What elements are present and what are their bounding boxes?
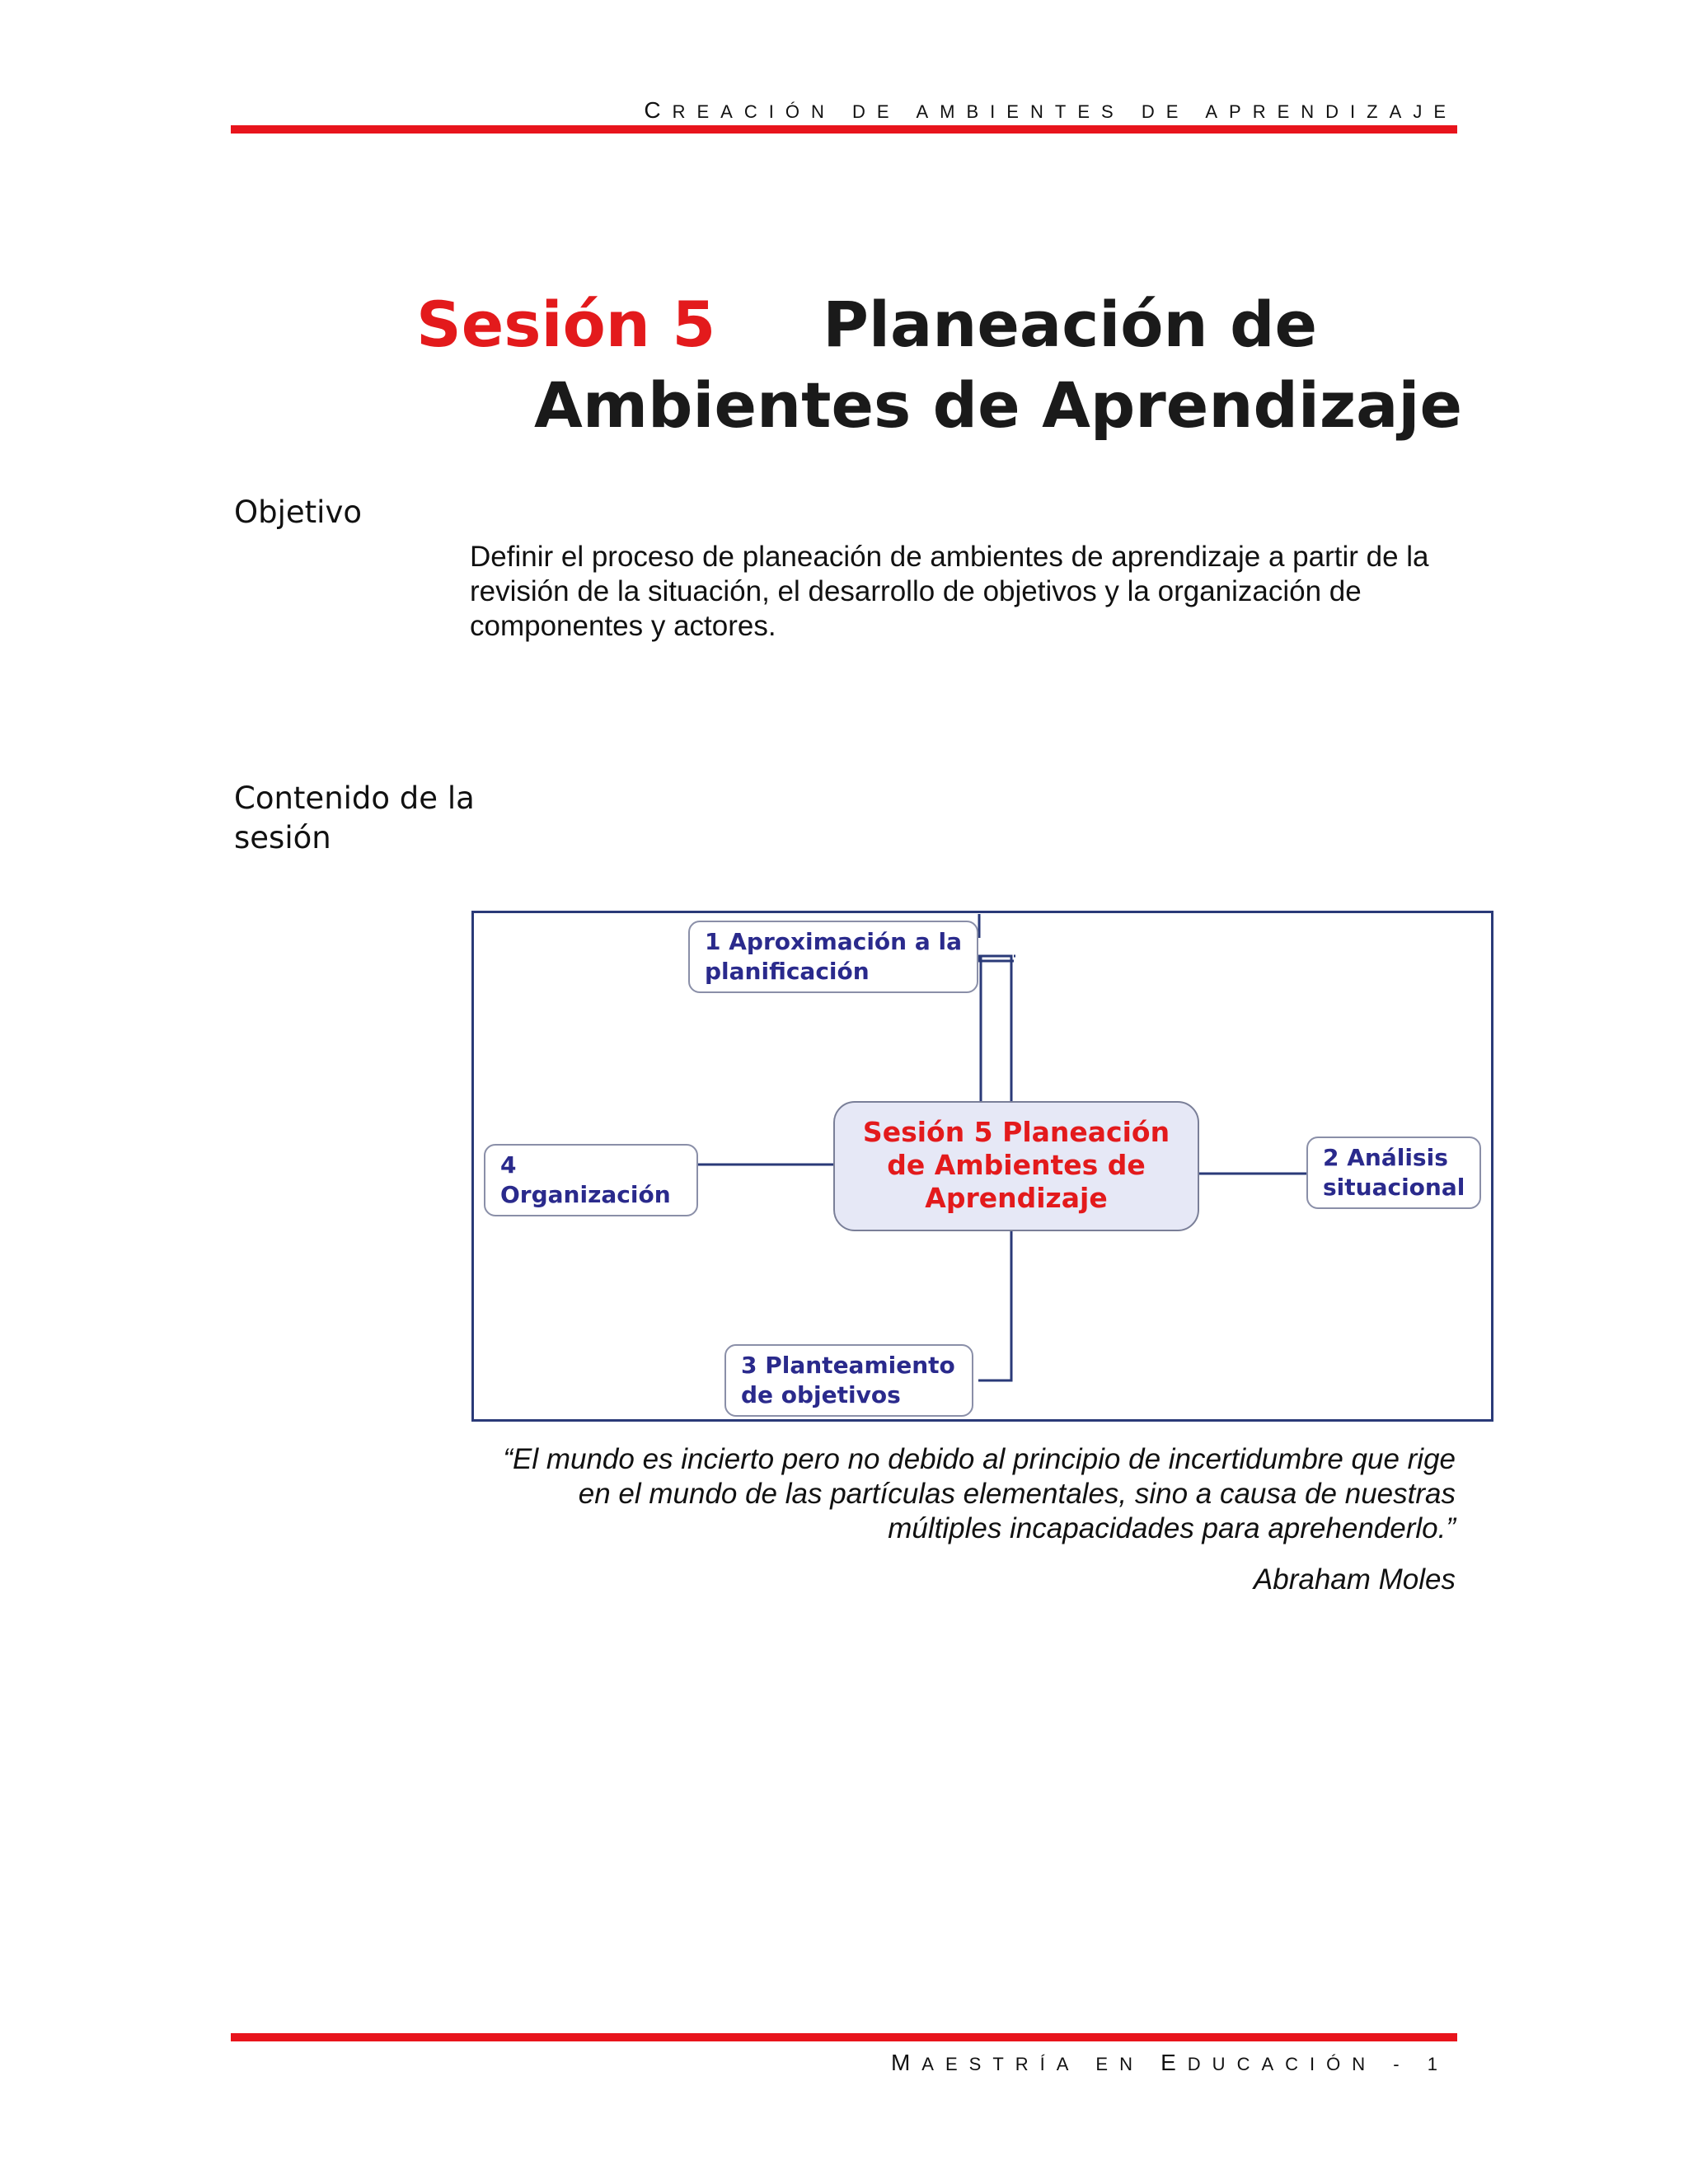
node-objectives [724,1344,973,1417]
objective-text: Definir el proceso de planeación de ambientes de aprendizaje a partir de la revisión de la situación, el desarrollo de objetivos y la organización de componentes y actores. [470,541,1429,642]
page-title [416,284,1488,446]
node1-line2: planificación [705,958,870,985]
running-header [644,97,1457,124]
node3-line1: 3 Planteamiento [741,1352,955,1379]
mind-map-diagram [471,911,1493,1422]
content-label [234,779,475,858]
node-center-session [833,1101,1199,1231]
session-number: Sesión 5 [416,288,716,361]
node3-line2: de objetivos [741,1381,901,1408]
center-line1: Sesión 5 Planeación [862,1116,1170,1148]
center-line3: Aprendizaje [925,1182,1108,1214]
running-footer-text: MAESTRÍA EN EDUCACIÓN - 1 [890,2050,1449,2075]
objective-label: Objetivo [234,494,362,530]
footer-rule [231,2033,1457,2041]
content-label-line1: Contenido de la [234,780,475,816]
node-situational-analysis [1306,1137,1481,1209]
node1-line1: 1 Aproximación a la [705,928,962,955]
content-label-line2: sesión [234,820,331,855]
center-line2: de Ambientes de [887,1149,1146,1181]
node-organization [484,1144,698,1216]
title-line1: Planeación de [823,288,1318,361]
epigraph-quote: “El mundo es incierto pero no debido al principio de incertidumbre que rige en el mundo de las partículas elementales, sino a causa de nuestras múltiples incapacidades para aprehenderlo.” [503,1443,1456,1544]
header-rule [231,125,1457,134]
node2-line1: 2 Análisis [1323,1144,1448,1171]
node4-line1: 4 Organización [500,1151,671,1208]
running-footer [891,2050,1449,2076]
node2-line2: situacional [1323,1174,1465,1201]
node-planning-approach [688,921,978,993]
title-line2: Ambientes de Aprendizaje [534,368,1463,442]
quote-author: Abraham Moles [1253,1563,1456,1596]
running-header-text: CREACIÓN DE AMBIENTES DE APRENDIZAJE [644,97,1457,123]
